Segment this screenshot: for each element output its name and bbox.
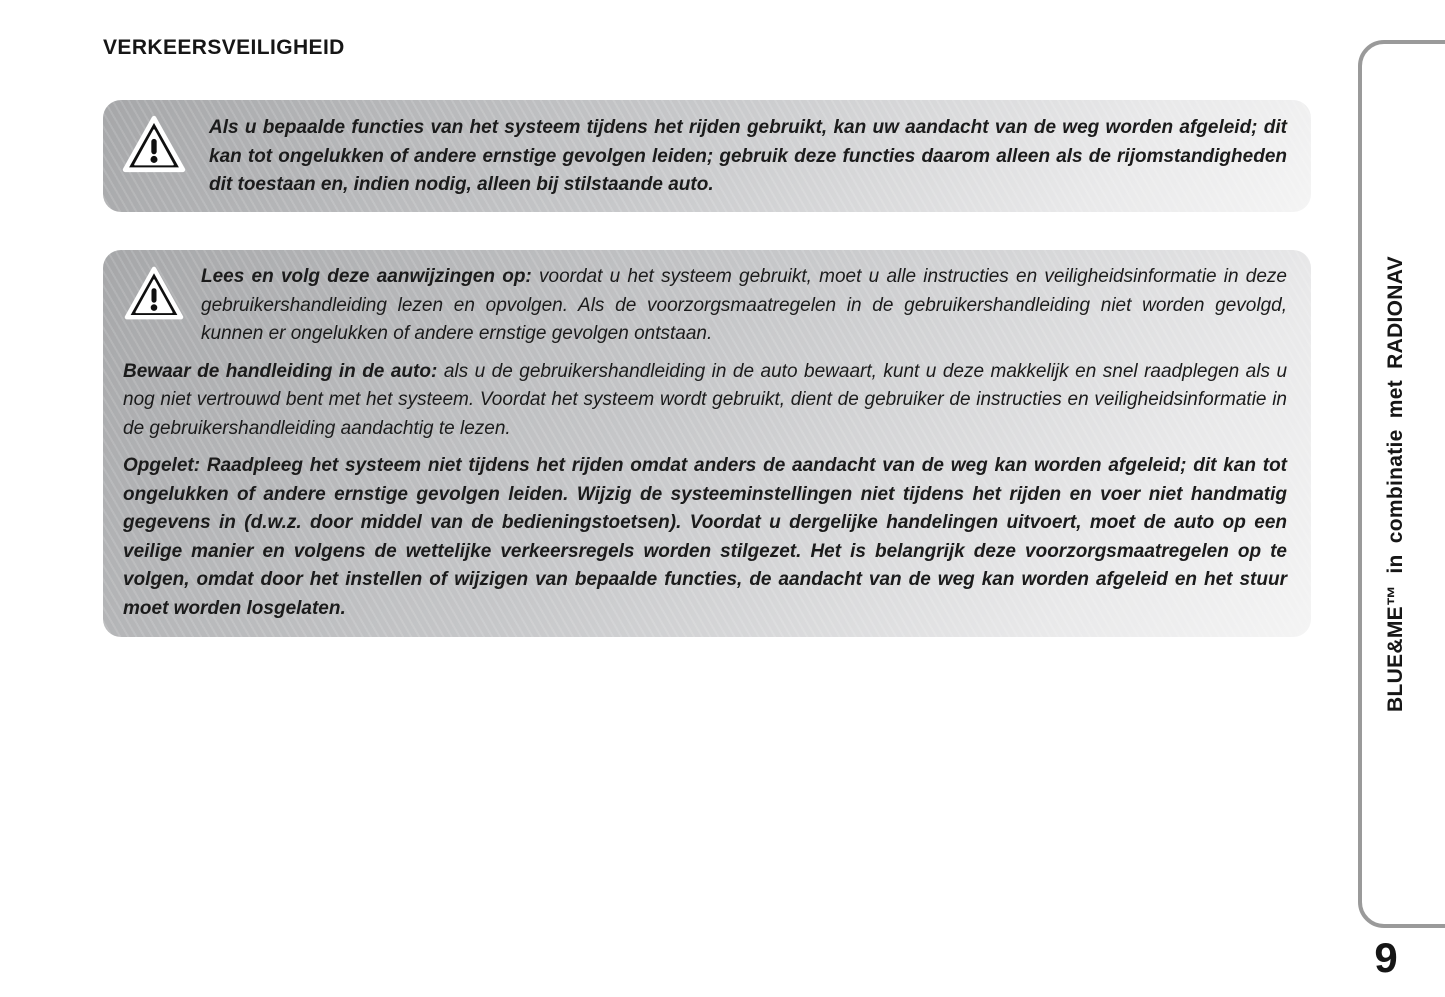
paragraph-keep-manual [123, 358, 1287, 444]
paragraph-body: voordat u het systeem gebruikt, moet u alle instructies en veiligheidsinformatie in deze gebruikershandleiding lezen en opvolgen. Als de voorzorgsmaatregelen in de gebruikershandleiding niet worden gevolgd, kunnen er ongelukken of andere ernstige gevolgen ontstaan. [201, 266, 1287, 344]
paragraph-caution [123, 452, 1287, 623]
paragraph-lead: Lees en volg deze aanwijzingen op: [201, 266, 532, 287]
warning-box-instructions [103, 250, 1311, 637]
paragraph-read-instructions [123, 263, 1287, 349]
paragraph-body: als u de gebruikershandleiding in de auto bewaart, kunt u deze makkelijk en snel raadplegen als u nog niet vertrouwd bent met het systeem. Voordat het systeem wordt gebruikt, dient de gebruiker de instructies en veiligheidsinformatie in de gebruikershandleiding aandachtig te lezen. [123, 360, 1288, 439]
page-title: VERKEERSVEILIGHEID [103, 36, 345, 59]
warning-triangle-icon [123, 265, 185, 323]
chapter-tab [1358, 40, 1445, 928]
paragraph-lead: Bewaar de handleiding in de auto: [123, 360, 438, 382]
chapter-tab-label: BLUE&ME™ in combinatie met RADIONAV [1384, 256, 1407, 712]
paragraph-lead: Opgelet: [123, 455, 201, 476]
paragraph-body: Raadpleeg het systeem niet tijdens het rijden omdat anders de aandacht van de weg kan worden afgeleid; dit kan tot ongelukken of andere ernstige gevolgen leiden. Wijzig de systeeminstellingen niet tijdens het rijden en voer niet handmatig gegevens in (d.w.z. door middel van de bedieningstoetsen). Voordat u dergelijke handelingen uitvoert, moet de auto op een veilige manier en volgens de wettelijke verkeersregels worden stilgezet. Het is belangrijk deze voorzorgsmaatregelen op te volgen, omdat door het instellen of wijzigen van bepaalde functies, de aandacht van de weg kan worden afgeleid en het stuur moet worden losgelaten. [123, 455, 1288, 619]
page-number: 9 [1374, 934, 1398, 981]
warning-box-driving [103, 100, 1311, 212]
warning-text: Als u bepaalde functies van het systeem tijdens het rijden gebruikt, kan uw aandacht van de weg worden afgeleid; dit kan tot ongelukken of andere ernstige gevolgen leiden; gebruik deze functies daarom alleen als de rijomstandigheden dit toestaan en, indien nodig, alleen bij stilstaande auto. [209, 117, 1287, 195]
warning-triangle-icon [121, 114, 187, 176]
